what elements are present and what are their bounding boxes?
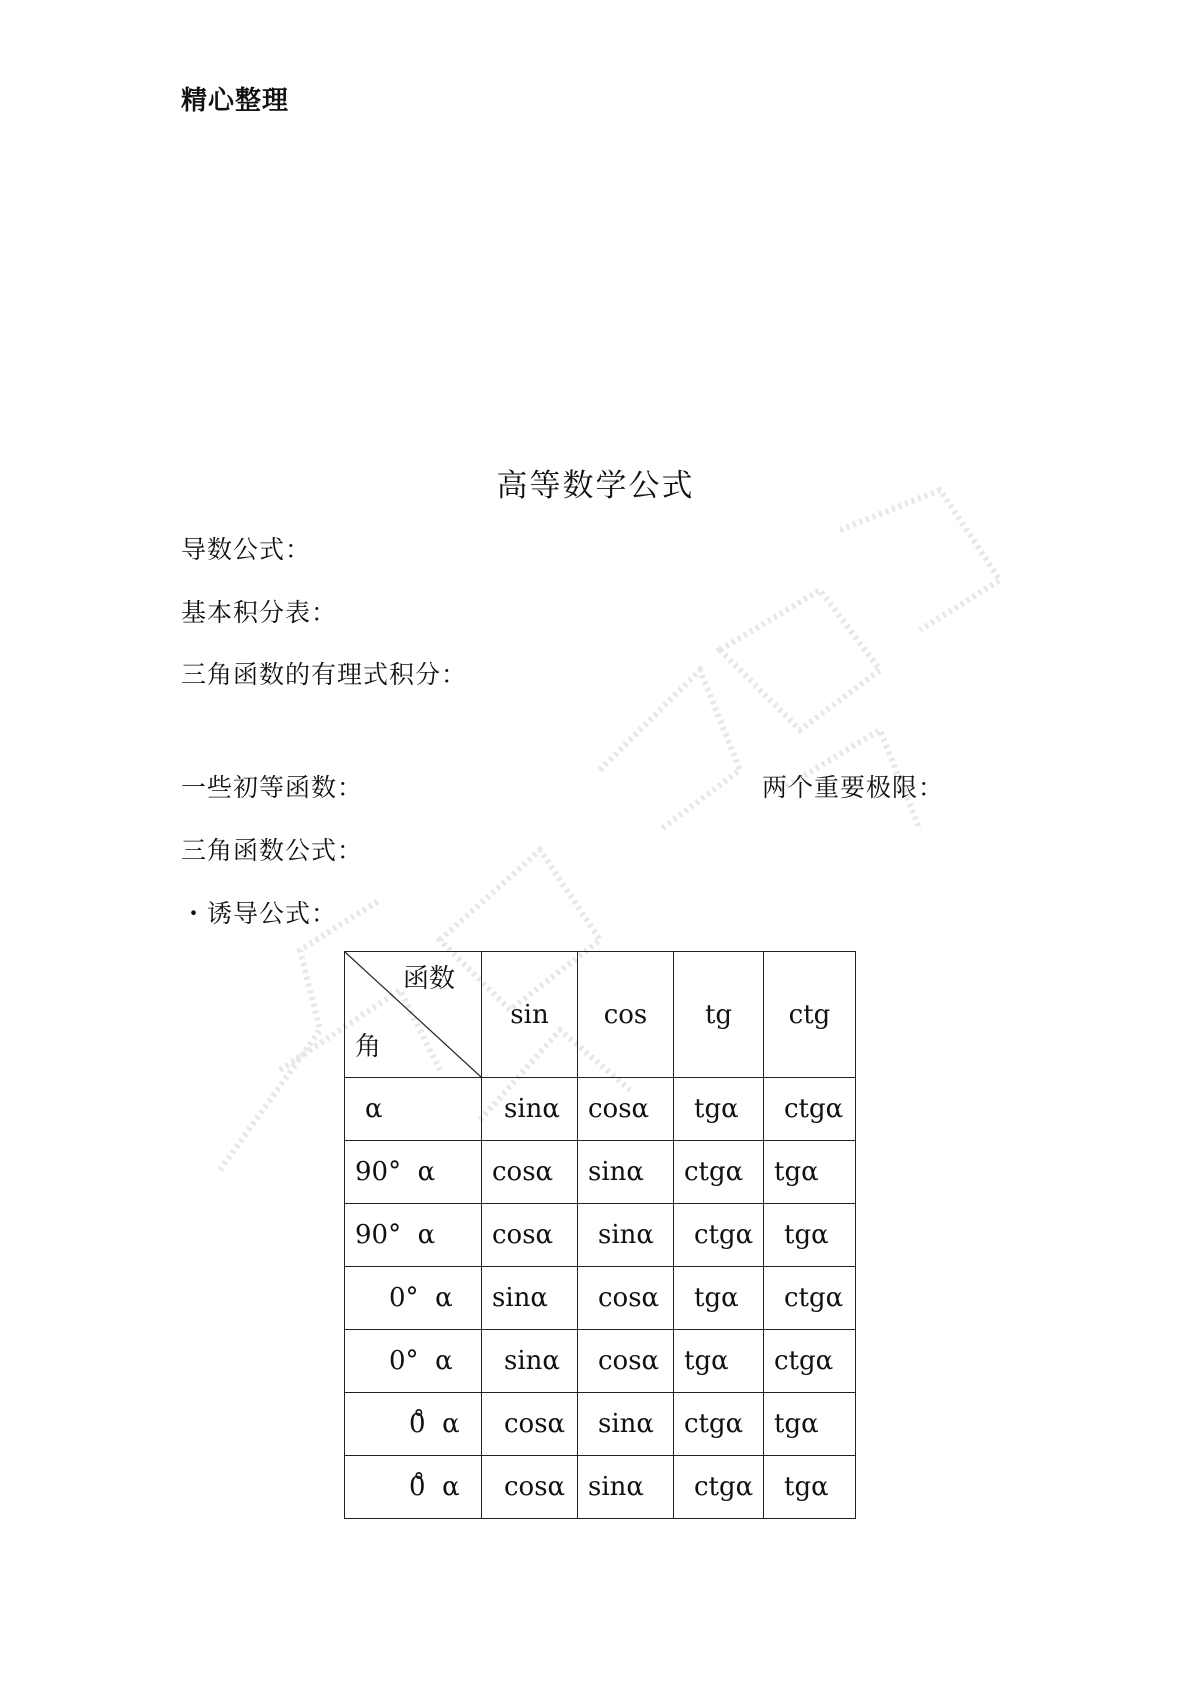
table-cell: ctgα (764, 1267, 856, 1330)
table-angle-cell: 90° α (345, 1141, 482, 1204)
section-trig-formulas: 三角函数公式： (181, 836, 364, 865)
table-corner-cell (345, 952, 482, 1078)
table-cell: tgα (764, 1141, 856, 1204)
table-cell: ctgα (674, 1393, 764, 1456)
table-cell: cosα (578, 1330, 674, 1393)
table-angle-cell: 0̊ α (345, 1393, 482, 1456)
table-row (345, 1078, 856, 1141)
table-cell: tgα (764, 1456, 856, 1519)
table-cell: sinα (578, 1204, 674, 1267)
table-cell: ctgα (674, 1141, 764, 1204)
table-cell: cosα (482, 1456, 578, 1519)
table-cell: cosα (482, 1204, 578, 1267)
table-cell: sinα (482, 1267, 578, 1330)
table-cell: ctgα (764, 1078, 856, 1141)
table-cell: ctgα (674, 1204, 764, 1267)
table-row (345, 1204, 856, 1267)
table-cell: tgα (764, 1393, 856, 1456)
section-induction-formulas: ・诱导公式： (181, 899, 338, 928)
corner-label-angle: 角 (355, 1032, 382, 1062)
table-angle-cell: 90° α (345, 1204, 482, 1267)
induction-formula-table (344, 951, 856, 1519)
section-integral-table: 基本积分表： (181, 598, 338, 627)
header-note: 精心整理 (181, 86, 290, 116)
table-column-header: tg (674, 952, 764, 1078)
table-cell: cosα (578, 1078, 674, 1141)
table-column-header: cos (578, 952, 674, 1078)
table-cell: ctgα (674, 1456, 764, 1519)
table-cell: sinα (482, 1078, 578, 1141)
table-angle-cell: 0° α (345, 1330, 482, 1393)
section-elementary-functions: 一些初等函数： (181, 773, 364, 802)
table-column-header: sin (482, 952, 578, 1078)
table-header-row (345, 952, 856, 1078)
table-cell: sinα (578, 1456, 674, 1519)
section-important-limits: 两个重要极限： (762, 773, 945, 802)
table-cell: tgα (764, 1204, 856, 1267)
table-cell: sinα (482, 1330, 578, 1393)
section-derivative: 导数公式： (181, 535, 312, 564)
table-cell: tgα (674, 1267, 764, 1330)
section-trig-rational-integral: 三角函数的有理式积分： (181, 660, 468, 689)
corner-label-function: 函数 (402, 964, 455, 994)
page-title: 高等数学公式 (496, 468, 695, 504)
table-angle-cell: 0° α (345, 1267, 482, 1330)
table-row (345, 1330, 856, 1393)
table-cell: tgα (674, 1078, 764, 1141)
table-row (345, 1456, 856, 1519)
table-cell: cosα (482, 1141, 578, 1204)
table-cell: cosα (482, 1393, 578, 1456)
table-angle-cell: 0̊ α (345, 1456, 482, 1519)
table-cell: sinα (578, 1393, 674, 1456)
table-cell: sinα (578, 1141, 674, 1204)
table-row (345, 1393, 856, 1456)
table-angle-cell: α (345, 1078, 482, 1141)
table-row (345, 1141, 856, 1204)
table-cell: ctgα (764, 1330, 856, 1393)
table-cell: tgα (674, 1330, 764, 1393)
table-cell: cosα (578, 1267, 674, 1330)
table-column-header: ctg (764, 952, 856, 1078)
table-row (345, 1267, 856, 1330)
